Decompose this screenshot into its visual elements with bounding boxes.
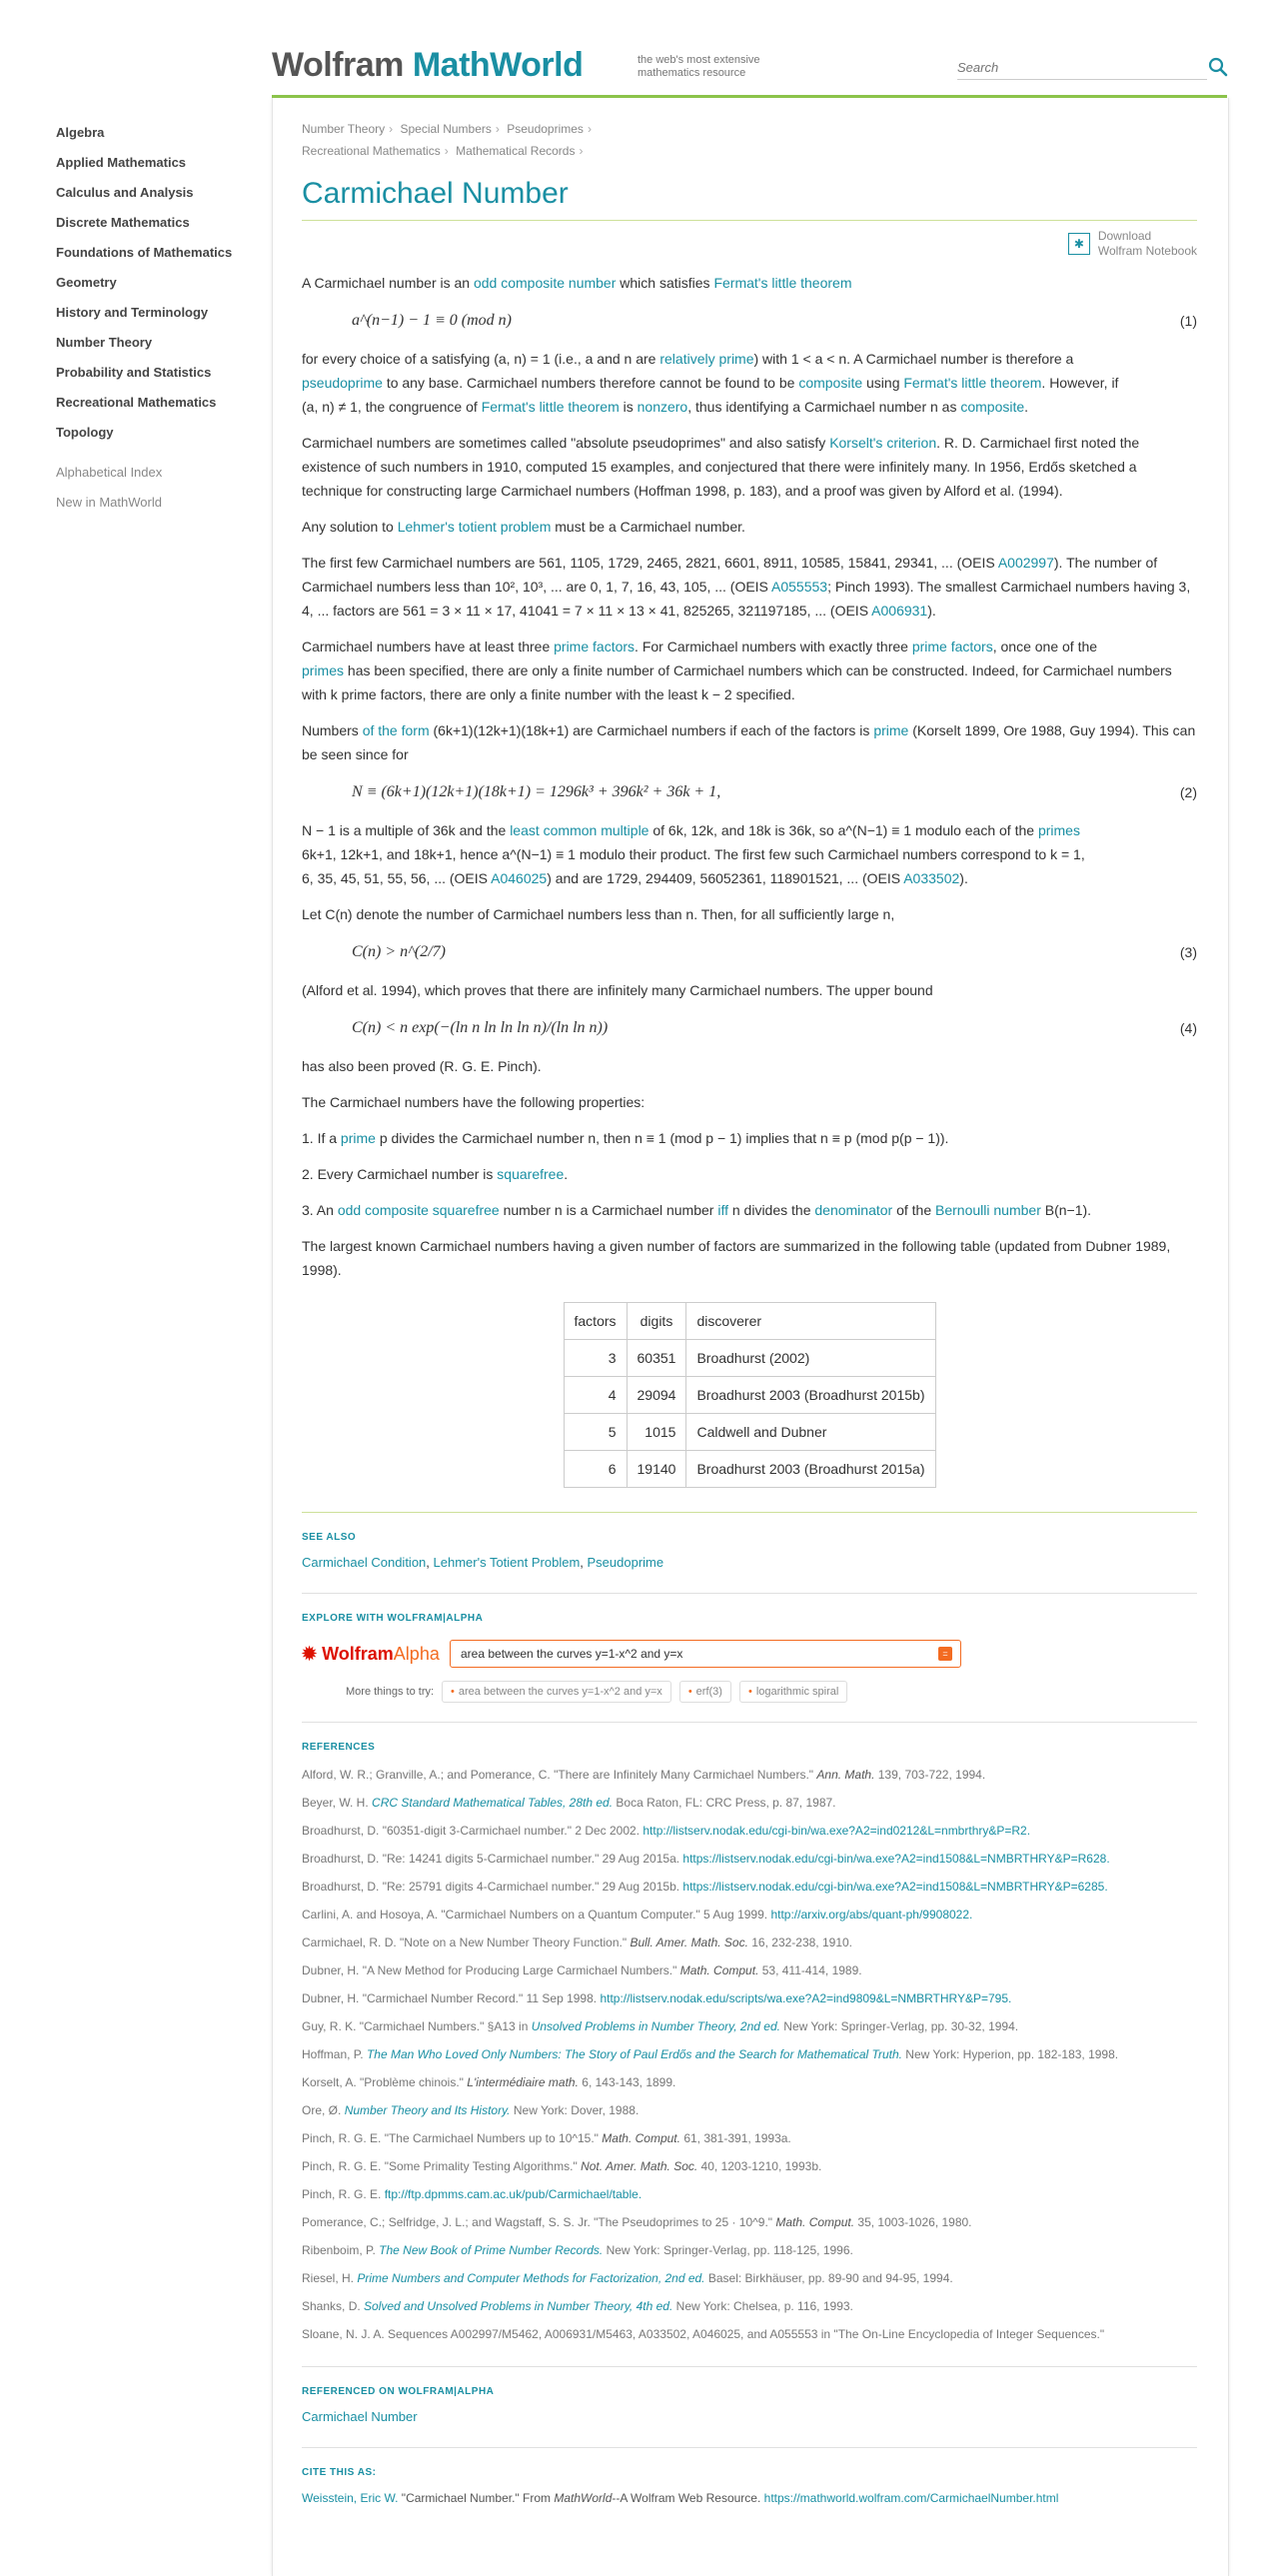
referenced-on-title: REFERENCED ON WOLFRAM|ALPHA xyxy=(302,2386,495,2397)
reference-text: Broadhurst, D. "Re: 14241 digits 5-Carmichael number." 29 Aug 2015a. xyxy=(302,1852,683,1866)
table-cell: 3 xyxy=(564,1340,627,1377)
sidebar-item-new-in-mathworld[interactable]: New in MathWorld xyxy=(56,495,162,510)
link-bernoulli-number[interactable]: Bernoulli number xyxy=(935,1202,1041,1218)
reference-text: 61, 381-391, 1993a. xyxy=(679,2131,791,2145)
wolfram-alpha-logo[interactable]: ✹ WolframAlpha xyxy=(302,1644,440,1664)
sidebar-item-geometry[interactable]: Geometry xyxy=(56,275,117,290)
reference-item xyxy=(302,2180,1197,2208)
link-prime-factors-2[interactable]: prime factors xyxy=(911,639,993,654)
reference-journal: Math. Comput. xyxy=(602,2131,680,2145)
sidebar-item-recreational-mathematics[interactable]: Recreational Mathematics xyxy=(56,395,217,410)
equation-1-number: (1) xyxy=(1179,313,1197,329)
try-chip[interactable]: • logarithmic spiral xyxy=(739,1681,847,1703)
paragraph-4: Any solution to Lehmer's totient problem must be a Carmichael number. xyxy=(302,519,745,535)
reference-book-link[interactable]: CRC Standard Mathematical Tables, 28th ed. xyxy=(372,1796,614,1810)
link-lehmers-totient-problem[interactable]: Lehmer's totient problem xyxy=(397,519,552,535)
reference-text: Broadhurst, D. "60351-digit 3-Carmichael number." 2 Dec 2002. xyxy=(302,1824,643,1838)
see-also-links: Carmichael Condition, Lehmer's Totient Problem, Pseudoprime xyxy=(302,1555,664,1570)
main-content xyxy=(302,118,1197,2510)
reference-text: Guy, R. K. "Carmichael Numbers." §A13 in xyxy=(302,2019,532,2033)
table-cell: 6 xyxy=(564,1451,627,1488)
property-3: 3. An odd composite squarefree number n is a Carmichael number iff n divides the denominator of the Bernoulli number B(n−1). xyxy=(302,1202,1092,1218)
property-1: 1. If a prime p divides the Carmichael number n, then n ≡ 1 (mod p − 1) implies that n ≡ p (mod p(p − 1)). xyxy=(302,1130,949,1146)
reference-text: Dubner, H. "A New Method for Producing Large Carmichael Numbers." xyxy=(302,1963,680,1977)
reference-text: 53, 411-414, 1989. xyxy=(758,1963,862,1977)
table-cell: 4 xyxy=(564,1377,627,1414)
table-header-row xyxy=(564,1303,935,1340)
paragraph-2: for every choice of a satisfying (a, n) = 1 (i.e., a and n are relatively prime) with 1 < a < n. A Carmichael number is therefore a pseudoprime to any base. Carmichael numbers therefore cannot be found to be composite using Fermat's little theorem. However, if (a, n) ≠ 1, the congruence of Fermat's little theorem is nonzero, thus identifying a Carmichael number n as composite. xyxy=(302,351,1119,415)
reference-book-link[interactable]: Solved and Unsolved Problems in Number Theory, 4th ed. xyxy=(364,2299,673,2313)
reference-item xyxy=(302,1956,1197,1984)
reference-item xyxy=(302,2236,1197,2264)
citation: Weisstein, Eric W. "Carmichael Number." From MathWorld--A Wolfram Web Resource. https://mathworld.wolfram.com/CarmichaelNumber.html xyxy=(302,2491,1059,2505)
reference-journal: Math. Comput. xyxy=(679,1963,759,1977)
reference-text: New York: Springer-Verlag, pp. 118-125, 1996. xyxy=(603,2243,853,2257)
reference-item xyxy=(302,2068,1197,2096)
link-prime-2[interactable]: prime xyxy=(340,1130,376,1146)
link-pseudoprime[interactable]: pseudoprime xyxy=(302,375,383,391)
reference-journal: Ann. Math. xyxy=(816,1768,875,1782)
equation-3-formula: C(n) > n^(2/7) xyxy=(352,943,446,960)
sidebar-item-probability-and-statistics[interactable]: Probability and Statistics xyxy=(56,365,212,380)
reference-text: Pinch, R. G. E. "The Carmichael Numbers up to 10^15." xyxy=(302,2131,603,2145)
cite-title: CITE THIS AS: xyxy=(302,2467,377,2478)
table-header: factors xyxy=(564,1303,627,1340)
link-author[interactable]: Weisstein, Eric W. xyxy=(302,2491,399,2505)
link-cite-url[interactable]: https://mathworld.wolfram.com/CarmichaelNumber.html xyxy=(763,2491,1059,2505)
link-fermats-little-theorem[interactable]: Fermat's little theorem xyxy=(713,275,852,291)
references-title: REFERENCES xyxy=(302,1742,376,1753)
reference-item xyxy=(302,2040,1197,2068)
equals-icon: = xyxy=(942,1649,948,1659)
paragraph-10: (Alford et al. 1994), which proves that there are infinitely many Carmichael numbers. The upper bound xyxy=(302,982,933,998)
reference-text: 6, 143-143, 1899. xyxy=(578,2075,676,2089)
paragraph-1: A Carmichael number is an odd composite number which satisfies Fermat's little theorem xyxy=(302,275,852,291)
download-notebook-button[interactable] xyxy=(302,229,1197,259)
reference-item xyxy=(302,1789,1197,1817)
reference-item xyxy=(302,1873,1197,1901)
table-row xyxy=(564,1451,935,1488)
reference-text: Beyer, W. H. xyxy=(302,1796,373,1810)
table-cell: 1015 xyxy=(627,1414,686,1451)
notebook-label-2: Wolfram Notebook xyxy=(1097,244,1197,258)
reference-text: Broadhurst, D. "Re: 25791 digits 4-Carmichael number." 29 Aug 2015b. xyxy=(302,1880,683,1894)
wolfram-alpha-title: EXPLORE WITH WOLFRAM|ALPHA xyxy=(302,1613,484,1624)
wolfram-alpha-star-icon: ✹ xyxy=(302,1644,318,1664)
equation-4-number: (4) xyxy=(1179,1020,1197,1036)
logo-wolfram: Wolfram xyxy=(272,46,404,84)
reference-book-link[interactable]: Number Theory and Its History. xyxy=(344,2103,511,2117)
sidebar-item-history-and-terminology[interactable]: History and Terminology xyxy=(56,305,209,320)
reference-text: Dubner, H. "Carmichael Number Record." 11 Sep 1998. xyxy=(302,1991,601,2005)
link-oeis-a006931[interactable]: A006931 xyxy=(871,603,928,619)
reference-item xyxy=(302,2096,1197,2124)
link-composite-2[interactable]: composite xyxy=(960,399,1025,415)
try-chip[interactable]: • erf(3) xyxy=(679,1681,731,1703)
link-odd-composite-number[interactable]: odd composite number xyxy=(473,275,617,291)
link-iff[interactable]: iff xyxy=(717,1202,728,1218)
paragraph-12: The Carmichael numbers have the following properties: xyxy=(302,1094,645,1110)
breadcrumb-number-theory[interactable]: Number Theory xyxy=(302,122,386,136)
equation-1 xyxy=(352,309,1197,333)
reference-text: Pinch, R. G. E. "Some Primality Testing Algorithms." xyxy=(302,2159,582,2173)
wolfram-alpha-widget xyxy=(302,1640,1197,1668)
equation-4-formula: C(n) < n exp(−(ln n ln ln ln n)/(ln ln n)) xyxy=(352,1019,609,1036)
section-divider xyxy=(302,1722,1197,1723)
bullet-icon: • xyxy=(687,1686,692,1698)
see-also-title: SEE ALSO xyxy=(302,1532,357,1543)
reference-text: 40, 1203-1210, 1993b. xyxy=(697,2159,822,2173)
link-carmichael-condition[interactable]: Carmichael Condition xyxy=(302,1555,427,1570)
link-nonzero[interactable]: nonzero xyxy=(637,399,688,415)
header-accent-bar xyxy=(272,95,1227,98)
sidebar-item-algebra[interactable]: Algebra xyxy=(56,125,105,140)
site-tagline xyxy=(638,54,777,80)
link-squarefree[interactable]: squarefree xyxy=(497,1166,565,1182)
reference-text: Sloane, N. J. A. Sequences A002997/M5462, A006931/M5463, A033502, A046025, and A055553 in "The On-Line Encyclopedia of Integer Sequences." xyxy=(302,2327,1105,2341)
link-composite[interactable]: composite xyxy=(798,375,863,391)
reference-item xyxy=(302,2208,1197,2236)
breadcrumb-special-numbers[interactable]: Special Numbers xyxy=(400,122,492,136)
reference-url[interactable]: http://listserv.nodak.edu/cgi-bin/wa.exe?A2=ind0212&L=nmbrthry&P=R2. xyxy=(642,1824,1031,1838)
reference-item xyxy=(302,1817,1197,1845)
paragraph-5: The first few Carmichael numbers are 561, 1105, 1729, 2465, 2821, 6601, 8911, 10585, 15841, 29341, ... (OEIS A002997). The number of Carmichael numbers less than 10², 10³, ... are 0, 1, 7, 16, 43, 105, ... (OEIS A055553; Pinch 1993). The smallest Carmichael numbers having 3, 4, ... factors are 561 = 3 × 11 × 17, 41041 = 7 × 11 × 13 × 41, 825265, 321197185, ... (OEIS A006931). xyxy=(302,555,1191,619)
wolfram-alpha-input[interactable]: area between the curves y=1-x^2 and y=x = xyxy=(450,1640,961,1668)
search-button[interactable] xyxy=(1207,56,1231,80)
reference-text: Alford, W. R.; Granville, A.; and Pomerance, C. "There are Infinitely Many Carmichael Numbers." xyxy=(302,1768,817,1782)
paragraph-8: N − 1 is a multiple of 36k and the least common multiple of 6k, 12k, and 18k is 36k, so a^(N−1) ≡ 1 modulo each of the primes 6k+1, 12k+1, and 18k+1, hence a^(N−1) ≡ 1 modulo their product. The first few such Carmichael numbers correspond to k = 1, 6, 35, 45, 51, 55, 56, ... (OEIS A046025) and are 1729, 294409, 56052361, 118901521, ... (OEIS A033502). xyxy=(302,822,1085,886)
equation-3 xyxy=(352,940,1197,964)
page-title: Carmichael Number xyxy=(302,182,1197,221)
link-prime[interactable]: prime xyxy=(873,722,909,738)
link-referenced-carmichael-number[interactable]: Carmichael Number xyxy=(302,2409,418,2424)
reference-text: Korselt, A. "Problème chinois." xyxy=(302,2075,468,2089)
reference-journal: Bull. Amer. Math. Soc. xyxy=(630,1935,748,1949)
reference-text: Carmichael, R. D. "Note on a New Number Theory Function." xyxy=(302,1935,631,1949)
references-list xyxy=(302,1761,1197,2348)
reference-item xyxy=(302,2320,1197,2348)
reference-url[interactable]: http://listserv.nodak.edu/scripts/wa.exe?A2=ind9809&L=NMBRTHRY&P=795. xyxy=(600,1991,1012,2005)
reference-book-link[interactable]: The New Book of Prime Number Records. xyxy=(379,2243,604,2257)
equation-4 xyxy=(352,1016,1197,1040)
bullet-icon: • xyxy=(451,1686,455,1698)
link-relatively-prime[interactable]: relatively prime xyxy=(659,351,754,367)
equation-2-number: (2) xyxy=(1179,784,1197,800)
table-row xyxy=(564,1414,935,1451)
link-least-common-multiple[interactable]: least common multiple xyxy=(510,822,649,838)
reference-url[interactable]: ftp://ftp.dpmms.cam.ac.uk/pub/Carmichael/table. xyxy=(384,2187,642,2201)
reference-text: Hoffman, P. xyxy=(302,2047,367,2061)
reference-text: New York: Dover, 1988. xyxy=(510,2103,640,2117)
paragraph-11: has also been proved (R. G. E. Pinch). xyxy=(302,1058,542,1074)
logo-mathworld: MathWorld xyxy=(412,46,584,84)
reference-text: Ribenboim, P. xyxy=(302,2243,380,2257)
table-cell: 5 xyxy=(564,1414,627,1451)
reference-text: Ore, Ø. xyxy=(302,2103,345,2117)
wolfram-alpha-go-button[interactable] xyxy=(938,1647,952,1661)
reference-item xyxy=(302,2124,1197,2152)
reference-journal: Math. Comput. xyxy=(775,2215,855,2229)
reference-item xyxy=(302,2264,1197,2292)
notebook-label-1: Download xyxy=(1097,229,1152,243)
sidebar-item-applied-mathematics[interactable]: Applied Mathematics xyxy=(56,155,187,170)
link-oeis-a033502[interactable]: A033502 xyxy=(903,870,960,886)
reference-url[interactable]: https://listserv.nodak.edu/cgi-bin/wa.exe?A2=ind1508&L=NMBRTHRY&P=R628. xyxy=(682,1852,1110,1866)
equation-1-formula: a^(n−1) − 1 ≡ 0 (mod n) xyxy=(352,312,513,329)
tagline-line-1: the web's most extensive xyxy=(638,54,760,66)
reference-url[interactable]: https://listserv.nodak.edu/cgi-bin/wa.exe?A2=ind1508&L=NMBRTHRY&P=6285. xyxy=(682,1880,1108,1894)
table-cell: Broadhurst 2003 (Broadhurst 2015a) xyxy=(686,1451,935,1488)
reference-text: Pinch, R. G. E. xyxy=(302,2187,385,2201)
sidebar-item-foundations-of-mathematics[interactable]: Foundations of Mathematics xyxy=(56,245,233,260)
reference-book-link[interactable]: Unsolved Problems in Number Theory, 2nd ed. xyxy=(531,2019,780,2033)
reference-item xyxy=(302,2292,1197,2320)
reference-book-link[interactable]: Prime Numbers and Computer Methods for Factorization, 2nd ed. xyxy=(357,2271,705,2285)
link-korselts-criterion[interactable]: Korselt's criterion xyxy=(829,435,937,451)
link-pseudoprime-2[interactable]: Pseudoprime xyxy=(587,1555,664,1570)
section-divider xyxy=(302,1593,1197,1594)
link-oeis-a055553[interactable]: A055553 xyxy=(771,579,828,595)
paragraph-3: Carmichael numbers are sometimes called "absolute pseudoprimes" and also satisfy Korselt's criterion. R. D. Carmichael first noted the existence of such numbers in 1910, computed 15 examples, and conjectured that there were infinitely many. In 1956, Erdős sketched a technique for constructing large Carmichael numbers (Hoffman 1998, p. 183), and a proof was given by Alford et al. (1994). xyxy=(302,435,1140,499)
equation-2 xyxy=(352,780,1197,804)
reference-text: Carlini, A. and Hosoya, A. "Carmichael Numbers on a Quantum Computer." 5 Aug 1999. xyxy=(302,1908,771,1922)
site-logo[interactable] xyxy=(272,46,583,85)
records-table xyxy=(564,1302,936,1488)
reference-text: Shanks, D. xyxy=(302,2299,365,2313)
reference-item xyxy=(302,1984,1197,2012)
table-header: digits xyxy=(627,1303,686,1340)
link-prime-factors[interactable]: prime factors xyxy=(554,639,636,654)
reference-journal: L'intermédiaire math. xyxy=(467,2075,579,2089)
paragraph-7: Numbers of the form (6k+1)(12k+1)(18k+1) are Carmichael numbers if each of the factors is prime (Korselt 1899, Ore 1988, Guy 1994). This can be seen since for xyxy=(302,722,1196,762)
breadcrumb-pseudoprimes[interactable]: Pseudoprimes xyxy=(507,122,584,136)
section-divider xyxy=(302,1512,1197,1513)
search-input[interactable] xyxy=(957,56,1207,80)
reference-item xyxy=(302,2152,1197,2180)
reference-book-link[interactable]: The Man Who Loved Only Numbers: The Story of Paul Erdős and the Search for Mathematical Truth. xyxy=(366,2047,902,2061)
link-fermats-little-theorem-3[interactable]: Fermat's little theorem xyxy=(481,399,620,415)
try-chip[interactable]: • area between the curves y=1-x^2 and y=x xyxy=(442,1681,671,1703)
paragraph-9: Let C(n) denote the number of Carmichael numbers less than n. Then, for all sufficiently large n, xyxy=(302,906,895,922)
section-divider xyxy=(302,2366,1197,2367)
sidebar-nav xyxy=(56,118,256,518)
reference-text: 35, 1003-1026, 1980. xyxy=(854,2215,972,2229)
table-cell: Caldwell and Dubner xyxy=(686,1414,935,1451)
paragraph-6: Carmichael numbers have at least three prime factors. For Carmichael numbers with exactly three prime factors, once one of the primes has been specified, there are only a finite number of Carmichael numbers which can be constructed. Indeed, for Carmichael numbers with k prime factors, there are only a finite number with the least k − 2 specified. xyxy=(302,639,1172,702)
link-oeis-a002997[interactable]: A002997 xyxy=(997,555,1054,571)
breadcrumb: Number Theory › Special Numbers › Pseudoprimes › Recreational Mathematics › Mathematical Records › xyxy=(302,122,592,158)
link-of-the-form[interactable]: of the form xyxy=(362,722,430,738)
reference-item xyxy=(302,1761,1197,1789)
reference-item xyxy=(302,1901,1197,1929)
reference-text: Pomerance, C.; Selfridge, J. L.; and Wagstaff, S. S. Jr. "The Pseudoprimes to 25 · 10^9." xyxy=(302,2215,776,2229)
sidebar-item-topology[interactable]: Topology xyxy=(56,425,114,440)
more-things-to-try: More things to try: • area between the curves y=1-x^2 and y=x • erf(3) • logarithmic spiral xyxy=(346,1680,1197,1704)
breadcrumb-recreational-mathematics[interactable]: Recreational Mathematics xyxy=(302,144,441,158)
equation-3-number: (3) xyxy=(1179,944,1197,960)
reference-text: New York: Chelsea, p. 116, 1993. xyxy=(672,2299,853,2313)
section-divider xyxy=(302,2447,1197,2448)
notebook-icon: ✱ xyxy=(1068,233,1090,255)
reference-text: Boca Raton, FL: CRC Press, p. 87, 1987. xyxy=(613,1796,836,1810)
table-cell: 29094 xyxy=(627,1377,686,1414)
link-lehmers-totient-problem-2[interactable]: Lehmer's Totient Problem xyxy=(433,1555,581,1570)
table-row xyxy=(564,1340,935,1377)
link-fermats-little-theorem-2[interactable]: Fermat's little theorem xyxy=(903,375,1042,391)
table-cell: 19140 xyxy=(627,1451,686,1488)
table-cell: 60351 xyxy=(627,1340,686,1377)
paragraph-13: The largest known Carmichael numbers having a given number of factors are summarized in the following table (updated from Dubner 1989, 1998). xyxy=(302,1238,1171,1278)
property-2: 2. Every Carmichael number is squarefree. xyxy=(302,1166,569,1182)
link-primes-2[interactable]: primes xyxy=(1037,822,1080,838)
reference-text: 139, 703-722, 1994. xyxy=(874,1768,986,1782)
tagline-line-2: mathematics resource xyxy=(638,67,746,79)
sidebar-item-calculus-and-analysis[interactable]: Calculus and Analysis xyxy=(56,185,194,200)
reference-journal: Not. Amer. Math. Soc. xyxy=(581,2159,698,2173)
reference-url[interactable]: http://arxiv.org/abs/quant-ph/9908022. xyxy=(770,1908,973,1922)
table-header: discoverer xyxy=(686,1303,935,1340)
table-row xyxy=(564,1377,935,1414)
reference-item xyxy=(302,2012,1197,2040)
reference-text: New York: Springer-Verlag, pp. 30-32, 1994. xyxy=(779,2019,1019,2033)
reference-text: 16, 232-238, 1910. xyxy=(747,1935,853,1949)
sidebar-item-alphabetical-index[interactable]: Alphabetical Index xyxy=(56,465,163,480)
search-icon xyxy=(1207,56,1229,78)
reference-text: Riesel, H. xyxy=(302,2271,358,2285)
link-odd-composite-squarefree[interactable]: odd composite squarefree xyxy=(337,1202,500,1218)
equation-2-formula: N ≡ (6k+1)(12k+1)(18k+1) = 1296k³ + 396k² + 36k + 1, xyxy=(352,783,721,800)
sidebar-item-discrete-mathematics[interactable]: Discrete Mathematics xyxy=(56,215,190,230)
reference-item xyxy=(302,1845,1197,1873)
reference-item xyxy=(302,1929,1197,1956)
sidebar-item-number-theory[interactable]: Number Theory xyxy=(56,335,153,350)
table-cell: Broadhurst (2002) xyxy=(686,1340,935,1377)
reference-text: Basel: Birkhäuser, pp. 89-90 and 94-95, 1994. xyxy=(704,2271,953,2285)
link-oeis-a046025[interactable]: A046025 xyxy=(491,870,548,886)
link-primes[interactable]: primes xyxy=(302,662,345,678)
table-cell: Broadhurst 2003 (Broadhurst 2015b) xyxy=(686,1377,935,1414)
reference-text: New York: Hyperion, pp. 182-183, 1998. xyxy=(901,2047,1119,2061)
breadcrumb-mathematical-records[interactable]: Mathematical Records xyxy=(456,144,576,158)
bullet-icon: • xyxy=(747,1686,752,1698)
link-denominator[interactable]: denominator xyxy=(814,1202,893,1218)
